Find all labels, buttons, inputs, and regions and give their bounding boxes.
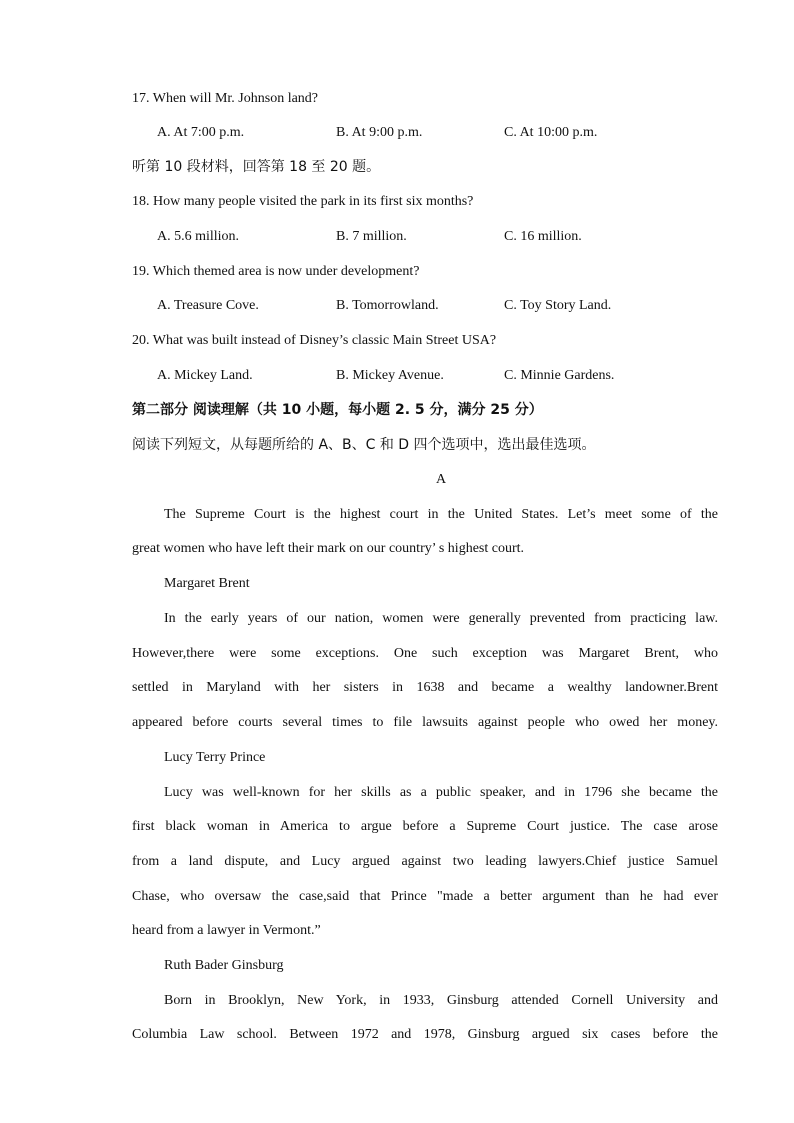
paragraph-1-line-3: settled in Maryland with her sisters in 1638 and became a wealthy landowner.Brent	[132, 680, 718, 695]
paragraph-1-line-1: In the early years of our nation, women were generally prevented from practicing law.	[164, 611, 718, 626]
question-18-option-c: C. 16 million.	[504, 229, 582, 244]
question-17-option-b: B. At 9:00 p.m.	[336, 125, 423, 140]
intro-line-1: The Supreme Court is the highest court in the United States. Let’s meet some of the	[164, 507, 718, 522]
part2-title: 第二部分 阅读理解（共 10 小题，每小题 2. 5 分，满分 25 分）	[132, 402, 543, 418]
paragraph-2-line-3: from a land dispute, and Lucy argued against two leading lawyers.Chief justice Samuel	[132, 854, 718, 869]
question-18-option-b: B. 7 million.	[336, 229, 407, 244]
question-18-stem: 18. How many people visited the park in its first six months?	[132, 194, 474, 209]
paragraph-2-line-2: first black woman in America to argue before a Supreme Court justice. The case arose	[132, 819, 718, 834]
question-20-option-c: C. Minnie Gardens.	[504, 368, 615, 383]
intro-line-2: great women who have left their mark on our country’ s highest court.	[132, 541, 525, 556]
instruction-passage-10: 听第 10 段材料，回答第 18 至 20 题。	[132, 159, 381, 175]
paragraph-3-line-1: Born in Brooklyn, New York, in 1933, Ginsburg attended Cornell University and	[164, 993, 718, 1008]
question-20-stem: 20. What was built instead of Disney’s classic Main Street USA?	[132, 333, 497, 348]
question-20-option-b: B. Mickey Avenue.	[336, 368, 444, 383]
paragraph-1-line-2: However,there were some exceptions. One such exception was Margaret Brent, who	[132, 646, 718, 661]
paragraph-2-line-1: Lucy was well-known for her skills as a public speaker, and in 1796 she became the	[164, 785, 718, 800]
paragraph-1-line-4: appeared before courts several times to file lawsuits against people who owed her money.	[132, 715, 718, 730]
question-19-option-b: B. Tomorrowland.	[336, 298, 439, 313]
question-20-option-a: A. Mickey Land.	[157, 368, 253, 383]
question-19-option-a: A. Treasure Cove.	[157, 298, 259, 313]
question-18-option-a: A. 5.6 million.	[157, 229, 240, 244]
question-17-stem: 17. When will Mr. Johnson land?	[132, 91, 319, 106]
paragraph-3-line-2: Columbia Law school. Between 1972 and 1978, Ginsburg argued six cases before the	[132, 1027, 718, 1042]
part2-instruction: 阅读下列短文，从每题所给的 A、B、C 和 D 四个选项中，选出最佳选项。	[132, 437, 596, 453]
paragraph-2-line-4: Chase, who oversaw the case,said that Prince "made a better argument than he had ever	[132, 889, 718, 904]
question-17-option-c: C. At 10:00 p.m.	[504, 125, 598, 140]
heading-lucy-terry-prince: Lucy Terry Prince	[164, 750, 266, 765]
question-17-option-a: A. At 7:00 p.m.	[157, 125, 245, 140]
paragraph-2-line-5: heard from a lawyer in Vermont.”	[132, 923, 321, 938]
passage-label: A	[435, 472, 447, 487]
heading-ruth-bader-ginsburg: Ruth Bader Ginsburg	[164, 958, 284, 973]
question-19-stem: 19. Which themed area is now under development?	[132, 264, 420, 279]
question-19-option-c: C. Toy Story Land.	[504, 298, 612, 313]
heading-margaret-brent: Margaret Brent	[164, 576, 250, 591]
